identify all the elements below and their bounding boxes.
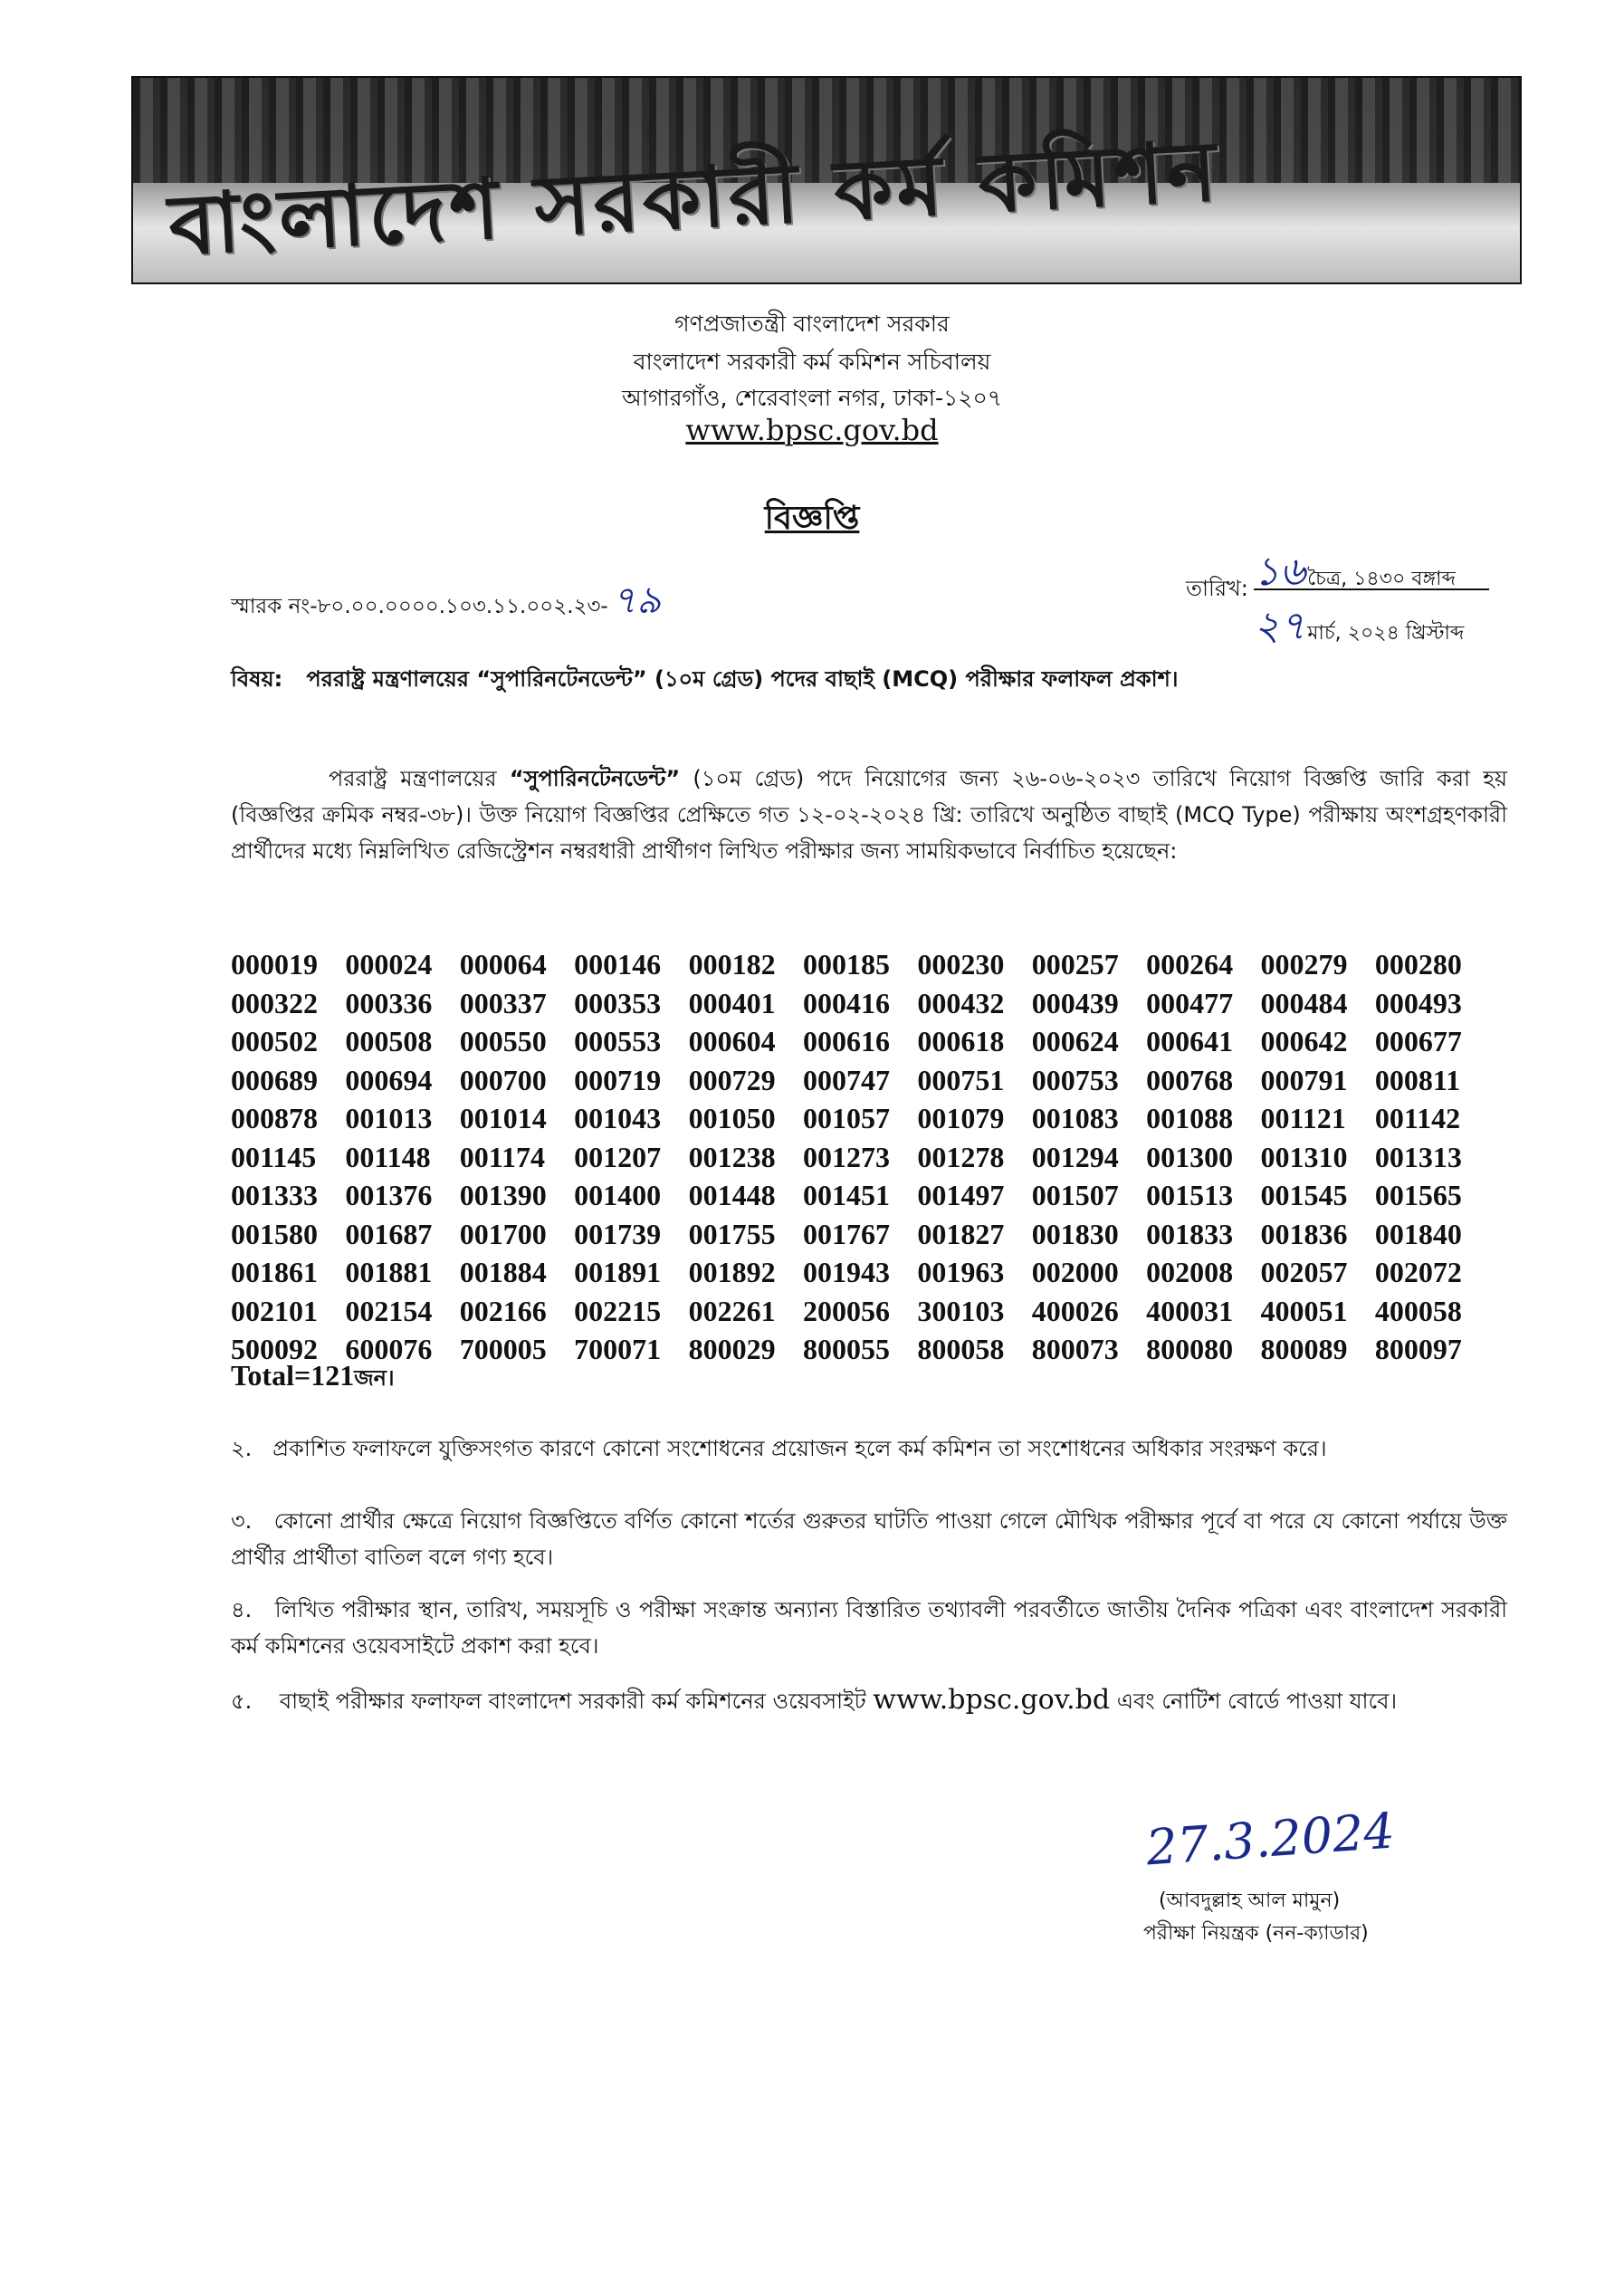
registration-number: 001083	[1031, 1102, 1119, 1134]
registration-number: 001390	[459, 1179, 547, 1211]
registration-row	[231, 1176, 1516, 1215]
subject-line	[231, 663, 1178, 699]
registration-number: 001079	[917, 1102, 1005, 1134]
registration-number: 001014	[459, 1102, 547, 1134]
registration-number: 001827	[917, 1217, 1005, 1250]
registration-number: 000477	[1146, 986, 1234, 1019]
registration-row	[231, 1330, 1516, 1369]
registration-number: 001278	[917, 1140, 1005, 1173]
point-3: ৩. কোনো প্রার্থীর ক্ষেত্রে নিয়োগ বিজ্ঞপ্তিতে বর্ণিত কোনো শর্তের গুরুতর ঘাটতি পাওয়া গেলে মৌখিক পরীক্ষার পূর্বে বা পরে যে কোনো পর্যায়ে উক্ত প্রার্থীর প্রার্থীতা বাতিল বলে গণ্য হবে।	[231, 1508, 1507, 1570]
registration-number: 001755	[688, 1217, 776, 1250]
registration-number: 002101	[231, 1294, 318, 1327]
registration-number: 001943	[802, 1256, 890, 1288]
registration-number: 001448	[688, 1179, 776, 1211]
point-4: ৪. লিখিত পরীক্ষার স্থান, তারিখ, সময়সূচি ও পরীক্ষা সংক্রান্ত অন্যান্য বিস্তারিত তথ্যাবলী পরবর্তীতে জাতীয় দৈনিক পত্রিকা এবং বাংলাদেশ সরকারী কর্ম কমিশনের ওয়েবসাইটে প্রকাশ করা হবে।	[231, 1597, 1508, 1659]
header-secretariat: বাংলাদেশ সরকারী কর্ম কমিশন সচিবালয়	[633, 349, 991, 375]
registration-number: 000336	[345, 986, 433, 1019]
memo-handwritten-number: ৭৯	[611, 578, 662, 622]
header-website-link[interactable]: www.bpsc.gov.bd	[685, 413, 939, 447]
registration-number: 800089	[1260, 1333, 1348, 1365]
registration-number: 001963	[917, 1256, 1005, 1288]
registration-number: 000747	[802, 1063, 890, 1096]
bpsc-website-link[interactable]: www.bpsc.gov.bd	[873, 1684, 1111, 1716]
registration-row	[231, 945, 1516, 984]
registration-row	[231, 1022, 1516, 1061]
memo-number: স্মারক নং-৮০.০০.০০০০.১০৩.১১.০০২.২৩-৭৯	[231, 578, 662, 622]
registration-number: 001451	[802, 1179, 890, 1211]
registration-number: 400051	[1260, 1294, 1348, 1327]
date-bangla-day: ১৬	[1254, 549, 1306, 595]
registration-number: 300103	[917, 1294, 1005, 1327]
registration-number: 000624	[1031, 1025, 1119, 1057]
registration-number: 001767	[802, 1217, 890, 1250]
registration-number: 001174	[459, 1140, 546, 1173]
registration-number: 000878	[231, 1102, 318, 1134]
registration-number: 002000	[1031, 1256, 1119, 1288]
registration-number: 700005	[459, 1333, 547, 1365]
registration-number: 001400	[574, 1179, 662, 1211]
registration-number: 000618	[917, 1025, 1005, 1057]
registration-number: 001050	[688, 1102, 776, 1134]
registration-number: 002008	[1146, 1256, 1234, 1288]
banner-text: বাংলাদেশ সরকারী কর্ম কমিশন	[166, 121, 1223, 274]
registration-number: 001207	[574, 1140, 662, 1173]
registration-number: 002261	[688, 1294, 776, 1327]
registration-number: 001376	[345, 1179, 433, 1211]
registration-number: 001238	[688, 1140, 776, 1173]
date-divider	[1254, 588, 1489, 590]
registration-number: 000416	[802, 986, 890, 1019]
date-english: ২৭মার্চ, ২০২৪ খ্রিস্টাব্দ	[1254, 603, 1465, 649]
registration-number: 001833	[1146, 1217, 1234, 1250]
registration-number-list	[231, 945, 1516, 1369]
intro-paragraph: পররাষ্ট্র মন্ত্রণালয়ের “সুপারিনটেনডেন্ট” (১০ম গ্রেড) পদে নিয়োগের জন্য ২৬-০৬-২০২৩ তারিখে নিয়োগ বিজ্ঞপ্তি জারি করা হয় (বিজ্ঞপ্তির ক্রমিক নম্বর-৩৮)। উক্ত নিয়োগ বিজ্ঞপ্তির প্রেক্ষিতে গত ১২-০২-২০২৪ খ্রি: তারিখে অনুষ্ঠিত বাছাই (MCQ Type) পরীক্ষায় অংশগ্রহণকারী প্রার্থীদের মধ্যে নিম্নলিখিত রেজিস্ট্রেশন নম্বরধারী প্রার্থীগণ লিখিত পরীক্ষার জন্য সাময়িকভাবে নির্বাচিত হয়েছেন:	[231, 766, 1507, 864]
registration-number: 001565	[1374, 1179, 1462, 1211]
registration-number: 001513	[1146, 1179, 1234, 1211]
registration-number: 000279	[1260, 948, 1348, 981]
date-english-day: ২৭	[1254, 603, 1306, 649]
registration-number: 800073	[1031, 1333, 1119, 1365]
registration-number: 800097	[1374, 1333, 1462, 1365]
registration-number: 000280	[1374, 948, 1462, 981]
registration-number: 000642	[1260, 1025, 1348, 1057]
registration-number: 000024	[345, 948, 433, 981]
registration-number: 000337	[459, 986, 547, 1019]
registration-number: 001294	[1031, 1140, 1119, 1173]
registration-number: 000493	[1374, 986, 1462, 1019]
registration-number: 002154	[345, 1294, 433, 1327]
registration-number: 200056	[802, 1294, 890, 1327]
registration-number: 000729	[688, 1063, 776, 1096]
registration-number: 000791	[1260, 1063, 1348, 1096]
registration-number: 000484	[1260, 986, 1348, 1019]
registration-number: 700071	[574, 1333, 662, 1365]
registration-number: 001148	[345, 1140, 431, 1173]
date-bangla: ১৬চৈত্র, ১৪৩০ বঙ্গাব্দ	[1254, 549, 1456, 595]
registration-number: 001497	[917, 1179, 1005, 1211]
registration-number: 001892	[688, 1256, 776, 1288]
registration-number: 000322	[231, 986, 318, 1019]
registration-number: 000064	[459, 948, 547, 981]
registration-number: 000616	[802, 1025, 890, 1057]
subject-label: বিষয়:	[231, 666, 283, 692]
registration-number: 001121	[1260, 1102, 1346, 1134]
point-5: ৫. বাছাই পরীক্ষার ফলাফল বাংলাদেশ সরকারী কর্ম কমিশনের ওয়েবসাইট www.bpsc.gov.bd এবং নোটিশ বোর্ডে পাওয়া যাবে।	[231, 1684, 1398, 1716]
registration-number: 001088	[1146, 1102, 1234, 1134]
registration-number: 001836	[1260, 1217, 1348, 1250]
header-govt: গণপ্রজাতন্ত্রী বাংলাদেশ সরকার	[674, 311, 950, 337]
registration-number: 001687	[345, 1217, 433, 1250]
registration-number: 002215	[574, 1294, 662, 1327]
registration-number: 001507	[1031, 1179, 1119, 1211]
registration-number: 001300	[1146, 1140, 1234, 1173]
registration-number: 000753	[1031, 1063, 1119, 1096]
registration-number: 001881	[345, 1256, 433, 1288]
registration-number: 000508	[345, 1025, 433, 1057]
registration-number: 000230	[917, 948, 1005, 981]
registration-number: 002166	[459, 1294, 547, 1327]
registration-number: 001840	[1374, 1217, 1462, 1250]
registration-number: 800055	[802, 1333, 890, 1365]
registration-number: 000768	[1146, 1063, 1234, 1096]
registration-number: 001333	[231, 1179, 318, 1211]
registration-number: 800029	[688, 1333, 776, 1365]
registration-row	[231, 1215, 1516, 1254]
registration-number: 001043	[574, 1102, 662, 1134]
registration-number: 000432	[917, 986, 1005, 1019]
registration-number: 000550	[459, 1025, 547, 1057]
registration-number: 800080	[1146, 1333, 1234, 1365]
registration-number: 000677	[1374, 1025, 1462, 1057]
registration-number: 400058	[1374, 1294, 1462, 1327]
registration-number: 000811	[1374, 1063, 1461, 1096]
registration-number: 000604	[688, 1025, 776, 1057]
header-website-wrap	[0, 413, 1624, 447]
date-label: তারিখ:	[1186, 576, 1248, 601]
total-count: Total=121জন।	[231, 1359, 395, 1392]
registration-number: 001861	[231, 1256, 318, 1288]
registration-row	[231, 1138, 1516, 1177]
signatory-designation: পরীক্ষা নিয়ন্ত্রক (নন-ক্যাডার)	[1143, 1922, 1369, 1945]
registration-number: 600076	[345, 1333, 433, 1365]
registration-number: 400031	[1146, 1294, 1234, 1327]
registration-number: 001142	[1374, 1102, 1461, 1134]
point-2: ২. প্রকাশিত ফলাফলে যুক্তিসংগত কারণে কোনো সংশোধনের প্রয়োজন হলে কর্ম কমিশন তা সংশোধনের অধিকার সংরক্ষণ করে।	[231, 1436, 1327, 1461]
registration-number: 001739	[574, 1217, 662, 1250]
registration-number: 001310	[1260, 1140, 1348, 1173]
registration-number: 001057	[802, 1102, 890, 1134]
registration-number: 002072	[1374, 1256, 1462, 1288]
registration-number: 001580	[231, 1217, 318, 1250]
registration-number: 000694	[345, 1063, 433, 1096]
registration-row	[231, 984, 1516, 1023]
registration-number: 000689	[231, 1063, 318, 1096]
registration-number: 400026	[1031, 1294, 1119, 1327]
registration-row	[231, 1253, 1516, 1292]
registration-number: 500092	[231, 1333, 318, 1365]
registration-number: 000719	[574, 1063, 662, 1096]
registration-number: 001273	[802, 1140, 890, 1173]
post-name: “সুপারিনটেনডেন্ট”	[509, 766, 681, 791]
subject-text: পররাষ্ট্র মন্ত্রণালয়ের “সুপারিনটেনডেন্ট” (১০ম গ্রেড) পদের বাছাই (MCQ) পরীক্ষার ফলাফল প্রকাশ।	[306, 666, 1179, 692]
registration-number: 000146	[574, 948, 662, 981]
registration-number: 001013	[345, 1102, 433, 1134]
registration-number: 800058	[917, 1333, 1005, 1365]
registration-number: 000751	[917, 1063, 1005, 1096]
registration-number: 000553	[574, 1025, 662, 1057]
registration-number: 000353	[574, 986, 662, 1019]
registration-number: 000401	[688, 986, 776, 1019]
registration-number: 000439	[1031, 986, 1119, 1019]
registration-number: 000257	[1031, 948, 1119, 981]
notice-title: বিজ্ঞপ্তি	[764, 500, 860, 537]
header-address: আগারগাঁও, শেরেবাংলা নগর, ঢাকা-১২০৭	[621, 385, 1003, 411]
registration-row	[231, 1061, 1516, 1100]
registration-number: 000502	[231, 1025, 318, 1057]
signature-handwriting: 27.3.2024	[1144, 1802, 1397, 1877]
registration-number: 002057	[1260, 1256, 1348, 1288]
registration-number: 000264	[1146, 948, 1234, 981]
registration-number: 000185	[802, 948, 890, 981]
registration-number: 001145	[231, 1140, 317, 1173]
commission-banner-photo	[131, 76, 1522, 284]
registration-number: 001830	[1031, 1217, 1119, 1250]
registration-number: 001545	[1260, 1179, 1348, 1211]
registration-number: 001891	[574, 1256, 662, 1288]
registration-number: 000182	[688, 948, 776, 981]
registration-number: 000700	[459, 1063, 547, 1096]
registration-row	[231, 1292, 1516, 1331]
registration-row	[231, 1099, 1516, 1138]
registration-number: 001700	[459, 1217, 547, 1250]
registration-number: 000019	[231, 948, 318, 981]
registration-number: 001884	[459, 1256, 547, 1288]
registration-number: 000641	[1146, 1025, 1234, 1057]
registration-number: 001313	[1374, 1140, 1462, 1173]
signatory-name: (আবদুল্লাহ আল মামুন)	[1159, 1890, 1341, 1912]
